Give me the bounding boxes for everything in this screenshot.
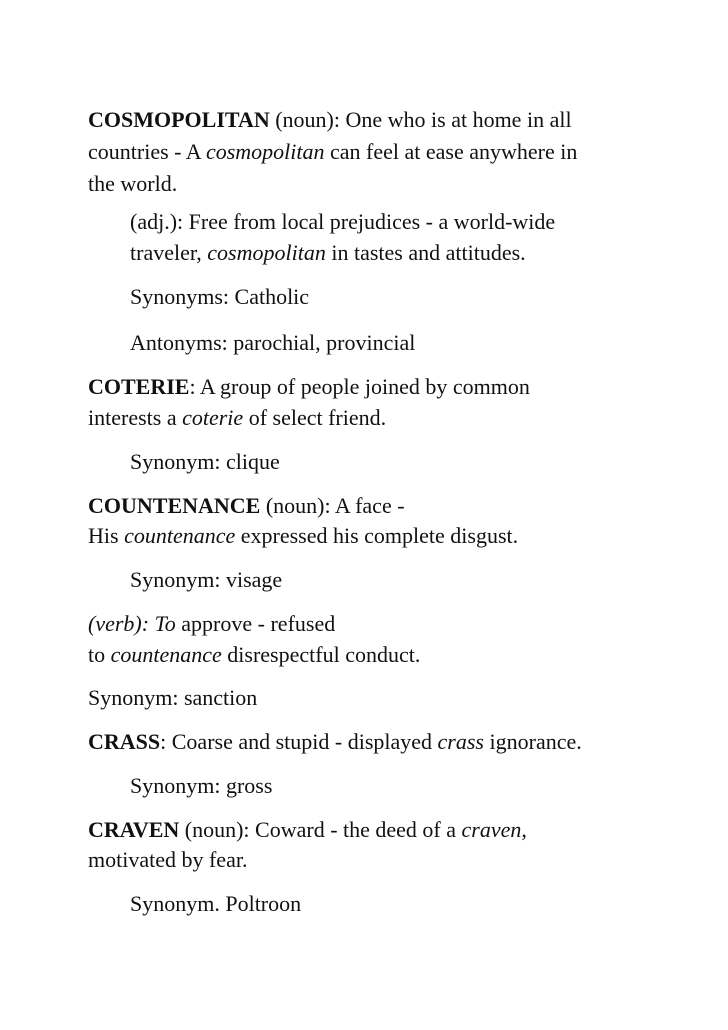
text: Synonym. Poltroon: [130, 891, 302, 916]
countenance-verb-line-1: [88, 611, 335, 637]
text: Synonym: gross: [130, 773, 273, 798]
headword: COTERIE: [88, 374, 190, 399]
craven-synonym: [130, 891, 301, 917]
countenance-verb-synonym: [88, 685, 257, 711]
text: Synonyms: Catholic: [130, 284, 310, 309]
text: (adj.): Free from local prejudices - a world-wide: [130, 209, 556, 234]
text: motivated by fear.: [88, 847, 248, 872]
entry-cosmopolitan-line-3: [88, 171, 177, 197]
text: expressed his complete disgust.: [235, 523, 519, 548]
text: in tastes and attitudes.: [325, 240, 526, 265]
text: (noun): Coward - the deed of a: [179, 817, 462, 842]
text: ,: [521, 817, 527, 842]
entry-coterie-line-2: [88, 405, 386, 431]
italic-word: coterie: [182, 405, 244, 430]
italic-word: cosmopolitan: [207, 240, 326, 265]
italic-word: craven: [461, 817, 522, 842]
countenance-synonym: [130, 567, 282, 593]
headword: CRASS: [88, 729, 161, 754]
entry-craven-line-2: [88, 847, 247, 873]
headword: COSMOPOLITAN: [88, 107, 270, 132]
text: Synonym: sanction: [88, 685, 258, 710]
text: Antonyms: parochial, provincial: [130, 330, 416, 355]
text: interests a: [88, 405, 183, 430]
entry-craven-line-1: [88, 817, 527, 843]
italic-word: countenance: [110, 642, 222, 667]
headword: CRAVEN: [88, 817, 180, 842]
text: disrespectful conduct.: [221, 642, 421, 667]
text: (noun): One who is at home in all: [269, 107, 572, 132]
coterie-synonym: [130, 449, 280, 475]
italic-word: (verb): To: [88, 611, 176, 636]
text: approve - refused: [175, 611, 336, 636]
cosmopolitan-antonyms: [130, 330, 415, 356]
text: of select friend.: [243, 405, 387, 430]
countenance-verb-line-2: [88, 642, 420, 668]
text: : A group of people joined by common: [189, 374, 530, 399]
text: Synonym: visage: [130, 567, 283, 592]
entry-countenance-line-1: [88, 493, 405, 519]
cosmopolitan-adj-line-2: [130, 240, 526, 266]
cosmopolitan-adj-line-1: [130, 209, 555, 235]
entry-countenance-line-2: [88, 523, 518, 549]
italic-word: countenance: [124, 523, 236, 548]
entry-coterie-line-1: [88, 374, 530, 400]
text: (noun): A face -: [260, 493, 405, 518]
text: ignorance.: [484, 729, 582, 754]
text: : Coarse and stupid - displayed: [160, 729, 438, 754]
crass-synonym: [130, 773, 272, 799]
entry-crass-line-1: [88, 729, 582, 755]
text: traveler,: [130, 240, 208, 265]
text: the world.: [88, 171, 178, 196]
cosmopolitan-synonyms: [130, 284, 309, 310]
entry-cosmopolitan-line-2: [88, 139, 577, 165]
italic-word: crass: [437, 729, 484, 754]
text: can feel at ease anywhere in: [324, 139, 578, 164]
headword: COUNTENANCE: [88, 493, 261, 518]
text: countries - A: [88, 139, 206, 164]
text: His: [88, 523, 125, 548]
entry-cosmopolitan-line-1: [88, 107, 572, 133]
text: to: [88, 642, 111, 667]
italic-word: cosmopolitan: [205, 139, 325, 164]
text: Synonym: clique: [130, 449, 280, 474]
